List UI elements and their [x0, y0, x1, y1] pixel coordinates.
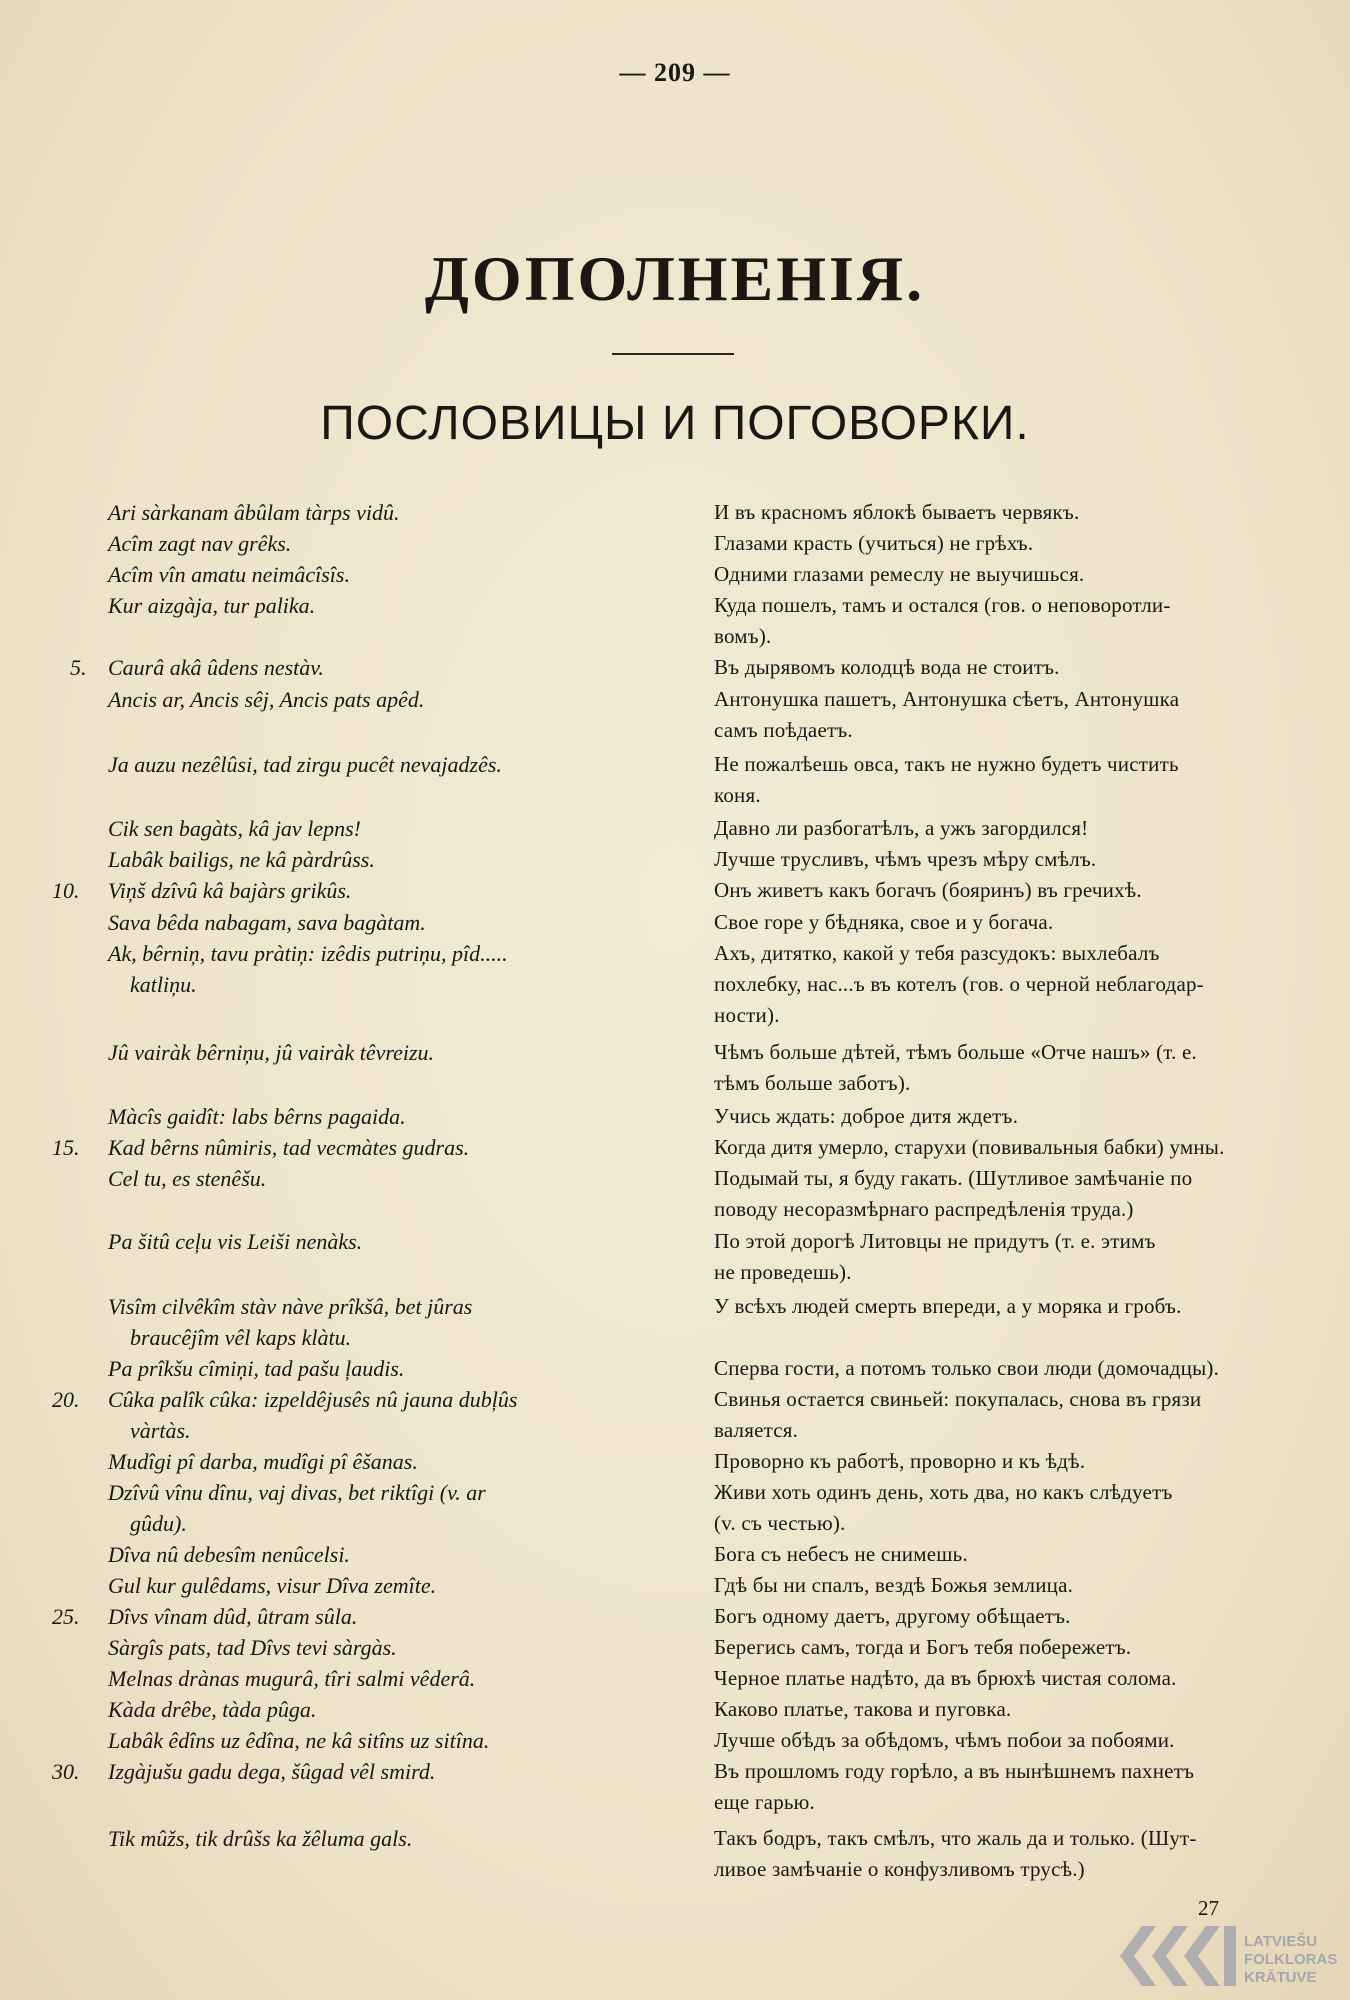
russian-line: Берегись самъ, тогда и Богъ тебя побережетъ.	[714, 1635, 1132, 1659]
latvian-line: Sava bêda nabagam, sava bagàtam.	[108, 910, 426, 935]
russian-line: Въ прошломъ году горѣло, а въ нынѣшнемъ пахнетъ	[714, 1759, 1195, 1783]
latvian-line: Cûka palîk cûka: izpeldêjusês nû jauna dubļûs	[108, 1387, 518, 1412]
russian-line: не проведешь).	[714, 1260, 852, 1284]
russian-line: валяется.	[714, 1418, 799, 1442]
russian-line: коня.	[714, 783, 761, 807]
latvian-line: Kàda drêbe, tàda pûga.	[108, 1697, 317, 1722]
latvian-line: gûdu).	[130, 1511, 187, 1536]
latvian-line: Ja auzu nezêlûsi, tad zirgu pucêt nevajadzês.	[108, 752, 502, 777]
latvian-line: Melnas drànas mugurâ, tîri salmi vêderâ.	[108, 1666, 476, 1691]
russian-line: поводу несоразмѣрнаго распредѣленія труда.)	[714, 1197, 1134, 1221]
latvian-line: Pa prîkšu cîmiņi, tad pašu ļaudis.	[108, 1356, 405, 1381]
russian-line: ливое замѣчаніе о конфузливомъ трусѣ.)	[714, 1857, 1085, 1881]
latvian-line: Caurâ akâ ûdens nestàv.	[108, 655, 324, 680]
russian-line: Учись ждать: доброе дитя ждетъ.	[714, 1104, 1019, 1128]
section-subtitle: ПОСЛОВИЦЫ И ПОГОВОРКИ.	[320, 397, 1030, 450]
latvian-line: Acîm vîn amatu neimâcîsîs.	[108, 562, 350, 587]
latvian-line: Ak, bêrniņ, tavu pràtiņ: izêdis putriņu, pîd.....	[108, 941, 508, 966]
signature-number: 27	[1198, 1896, 1219, 1920]
line-number: 20.	[52, 1387, 80, 1412]
russian-line: Онъ живетъ какъ богачъ (бояринъ) въ гречихѣ.	[714, 878, 1142, 902]
russian-line: Лучше обѣдъ за обѣдомъ, чѣмъ побои за побоями.	[714, 1728, 1175, 1752]
latvian-line: Sàrgîs pats, tad Dîvs tevi sàrgàs.	[108, 1635, 397, 1660]
russian-line: Гдѣ бы ни спалъ, вездѣ Божья землица.	[714, 1573, 1074, 1597]
latvian-line: Màcîs gaidît: labs bêrns pagaida.	[108, 1104, 406, 1129]
latvian-line: braucêjîm vêl kaps klàtu.	[130, 1325, 352, 1350]
latvian-line: Ari sàrkanam âbûlam tàrps vidû.	[108, 500, 400, 525]
russian-line: По этой дорогѣ Литовцы не придутъ (т. е. этимъ	[714, 1229, 1156, 1253]
russian-line: Ахъ, дитятко, какой у тебя разсудокъ: выхлебалъ	[714, 941, 1160, 965]
russian-line: тѣмъ больше заботъ).	[714, 1071, 911, 1095]
russian-line: Свое горе у бѣдняка, свое и у богача.	[714, 910, 1054, 934]
latvian-line: katliņu.	[130, 972, 197, 997]
latvian-line: Dzîvû vînu dînu, vaj divas, bet riktîgi (v. ar	[108, 1480, 486, 1505]
russian-line: Давно ли разбогатѣлъ, а ужъ загордился!	[714, 816, 1089, 840]
line-number: 25.	[52, 1604, 80, 1629]
latvian-line: Dîva nû debesîm nenûcelsi.	[108, 1542, 350, 1567]
russian-line: Одними глазами ремеслу не выучишься.	[714, 562, 1085, 586]
line-number: 30.	[52, 1759, 80, 1784]
logo-text-1: LATVIEŠU	[1244, 1933, 1318, 1950]
latvian-line: Pa šitû ceļu vis Leiši nenàks.	[108, 1229, 363, 1254]
russian-line: Глазами красть (учиться) не грѣхъ.	[714, 531, 1034, 555]
russian-line: Подымай ты, я буду гакать. (Шутливое замѣчаніе по	[714, 1166, 1193, 1190]
latvian-line: Labâk bailigs, ne kâ pàrdrûss.	[108, 847, 375, 872]
russian-line: Въ дырявомъ колодцѣ вода не стоитъ.	[714, 655, 1060, 679]
russian-line: Живи хоть одинъ день, хоть два, но какъ слѣдуетъ	[714, 1480, 1173, 1504]
latvian-line: Labâk êdîns uz êdîna, ne kâ sitîns uz sitîna.	[108, 1728, 490, 1753]
russian-line: похлебку, нас...ъ въ котелъ (гов. о черной неблагодар-	[714, 972, 1204, 996]
latvian-line: Visîm cilvêkîm stàv nàve prîkšâ, bet jûras	[108, 1294, 473, 1319]
russian-line: (v. съ честью).	[714, 1511, 846, 1535]
logo-text-2: FOLKLORAS	[1244, 1951, 1338, 1968]
latvian-line: Cik sen bagàts, kâ jav lepns!	[108, 816, 361, 841]
russian-line: Каково платье, такова и пуговка.	[714, 1697, 1012, 1721]
russian-line: Лучше трусливъ, чѣмъ чрезъ мѣру смѣлъ.	[714, 847, 1097, 871]
russian-line: Проворно къ работѣ, проворно и къ ѣдѣ.	[714, 1449, 1086, 1473]
russian-line: Куда пошелъ, тамъ и остался (гов. о неповоротли-	[714, 593, 1171, 617]
russian-line: самъ поѣдаетъ.	[714, 718, 853, 742]
russian-line: вомъ).	[714, 624, 772, 648]
russian-line: еще гарью.	[714, 1790, 816, 1814]
latvian-line: Dîvs vînam dûd, ûtram sûla.	[108, 1604, 358, 1629]
latvian-line: Acîm zagt nav grêks.	[108, 531, 292, 556]
line-number: 15.	[52, 1135, 80, 1160]
latvian-line: Kur aizgàja, tur palika.	[108, 593, 316, 618]
line-number: 10.	[52, 878, 80, 903]
russian-line: Черное платье надѣто, да въ брюхѣ чистая солома.	[714, 1666, 1177, 1690]
russian-line: Свинья остается свиньей: покупалась, снова въ грязи	[714, 1387, 1202, 1411]
latvian-line: Kad bêrns nûmiris, tad vecmàtes gudras.	[108, 1135, 470, 1160]
latvian-line: Viņš dzîvû kâ bajàrs grikûs.	[108, 878, 352, 903]
russian-line: Бога съ небесъ не снимешь.	[714, 1542, 968, 1566]
russian-line: Такъ бодръ, такъ смѣлъ, что жаль да и только. (Шут-	[714, 1826, 1197, 1850]
russian-line: Не пожалѣешь овса, такъ не нужно будетъ чистить	[714, 752, 1179, 776]
latvian-line: Izgàjušu gadu dega, šûgad vêl smird.	[108, 1759, 436, 1784]
russian-line: И въ красномъ яблокѣ бываетъ червякъ.	[714, 500, 1080, 524]
line-number: 5.	[70, 655, 87, 680]
russian-line: ности).	[714, 1003, 780, 1027]
latvian-line: Ancis ar, Ancis sêj, Ancis pats apêd.	[108, 687, 425, 712]
latvian-line: Jû vairàk bêrniņu, jû vairàk têvreizu.	[108, 1040, 435, 1065]
russian-line: Богъ одному даетъ, другому обѣщаетъ.	[714, 1604, 1071, 1628]
page-title: ДОПОЛНЕНІЯ.	[424, 243, 926, 314]
title-divider	[612, 353, 734, 355]
latvian-line: vàrtàs.	[130, 1418, 191, 1443]
latvian-line: Mudîgi pî darba, mudîgi pî êšanas.	[108, 1449, 418, 1474]
page-number: — 209 —	[619, 58, 731, 87]
russian-line: Антонушка пашетъ, Антонушка сѣетъ, Антонушка	[714, 687, 1180, 711]
latvian-line: Cel tu, es stenêšu.	[108, 1166, 267, 1191]
logo-text-3: KRĀTUVE	[1244, 1969, 1317, 1986]
russian-line: Чѣмъ больше дѣтей, тѣмъ больше «Отче нашъ» (т. е.	[714, 1040, 1197, 1064]
russian-line: Сперва гости, а потомъ только свои люди (домочадцы).	[714, 1356, 1220, 1380]
latvian-line: Gul kur gulêdams, visur Dîva zemîte.	[108, 1573, 437, 1598]
russian-line: У всѣхъ людей смерть впереди, а у моряка и гробъ.	[714, 1294, 1182, 1318]
russian-line: Когда дитя умерло, старухи (повивальныя бабки) умны.	[714, 1135, 1225, 1159]
chevron-icon	[1120, 1926, 1236, 1986]
archive-logo	[1112, 1912, 1350, 2000]
latvian-line: Tik mûžs, tik drûšs ka žêluma gals.	[108, 1826, 413, 1851]
